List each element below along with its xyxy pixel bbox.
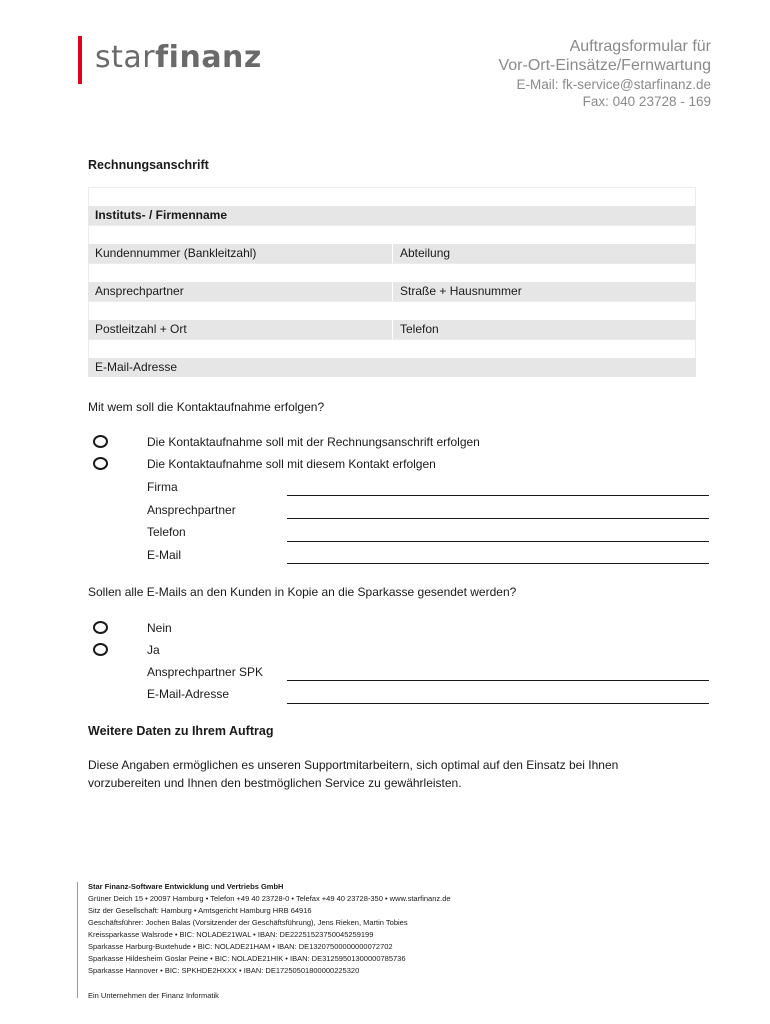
footer-registry: Sitz der Gesellschaft: Hamburg • Amtsgericht Hamburg HRB 64916 [88, 906, 312, 915]
contact-other-option-label: Die Kontaktaufnahme soll mit diesem Kontakt erfolgen [147, 457, 436, 471]
institute-input[interactable] [88, 187, 696, 206]
billing-heading: Rechnungsanschrift [88, 158, 209, 172]
phone-field-label: Telefon [147, 525, 186, 539]
institute-label: Instituts- / Firmenname [95, 208, 228, 222]
footer-management: Geschäftsführer: Jochen Balas (Vorsitzender der Geschäftsführung), Jens Rieken, Martin Tobies [88, 918, 408, 927]
email-label-row [88, 358, 696, 377]
contact-billing-radio[interactable] [93, 435, 108, 448]
customer-number-label: Kundennummer (Bankleitzahl) [88, 244, 393, 263]
contact-person-label-row [88, 282, 696, 301]
street-label: Straße + Hausnummer [400, 284, 522, 298]
order-text-line2: vorzubereiten und Ihnen den bestmöglichen Service zu gewährleisten. [88, 776, 462, 790]
footer-bank1: Kreissparkasse Walsrode • BIC: NOLADE21WAL • IBAN: DE22251523750045259199 [88, 930, 374, 939]
company-field-label: Firma [147, 480, 178, 494]
spk-email-field-line[interactable] [287, 703, 709, 704]
logo-suffix: finanz [155, 40, 262, 75]
footer-bank4: Sparkasse Hannover • BIC: SPKHDE2HXXX • IBAN: DE17250501800000225320 [88, 966, 360, 975]
header-fax: Fax: 040 23728 - 169 [582, 94, 711, 109]
contact-question: Mit wem soll die Kontaktaufnahme erfolgen? [88, 400, 325, 414]
footer-group: Ein Unternehmen der Finanz Informatik [88, 991, 219, 1000]
zip-city-input[interactable] [88, 301, 696, 320]
zip-city-label: Postleitzahl + Ort [88, 320, 393, 339]
zip-city-label-row [88, 320, 696, 339]
footer-company: Star Finanz-Software Entwicklung und Vertriebs GmbH [88, 882, 284, 891]
institute-label-row [88, 206, 696, 225]
order-text-line1: Diese Angaben ermöglichen es unseren Supportmitarbeitern, sich optimal auf den Einsatz bei Ihnen [88, 758, 619, 772]
company-logo [95, 40, 262, 75]
form-title-line1: Auftragsformular für [569, 38, 711, 55]
company-field-line[interactable] [287, 495, 709, 496]
footer-address: Grüner Deich 15 • 20097 Hamburg • Telefon +49 40 23728-0 • Telefax +49 40 23728-350 • www.starfinanz.de [88, 894, 451, 903]
department-label: Abteilung [400, 246, 451, 260]
phone-field-line[interactable] [287, 541, 709, 542]
copy-yes-label: Ja [147, 643, 160, 657]
logo-accent-bar [78, 36, 82, 84]
footer-bank2: Sparkasse Harburg-Buxtehude • BIC: NOLADE21HAM • IBAN: DE13207500000000072702 [88, 942, 393, 951]
contact-other-radio[interactable] [93, 457, 108, 470]
email-label: E-Mail-Adresse [95, 360, 178, 374]
copy-question: Sollen alle E-Mails an den Kunden in Kopie an die Sparkasse gesendet werden? [88, 585, 517, 599]
form-title-line2: Vor-Ort-Einsätze/Fernwartung [498, 57, 711, 74]
person-field-label: Ansprechpartner [147, 503, 236, 517]
footer-bank3: Sparkasse Hildesheim Goslar Peine • BIC: NOLADE21HIK • IBAN: DE31259501300000785736 [88, 954, 406, 963]
email-field-line[interactable] [287, 563, 709, 564]
person-field-line[interactable] [287, 518, 709, 519]
header-email: E-Mail: fk-service@starfinanz.de [516, 77, 711, 92]
footer-divider [77, 882, 78, 998]
billing-address-table [88, 187, 696, 377]
spk-email-field-label: E-Mail-Adresse [147, 687, 230, 701]
contact-person-label: Ansprechpartner [88, 282, 393, 301]
customer-number-label-row [88, 244, 696, 263]
spk-person-field-label: Ansprechpartner SPK [147, 665, 264, 679]
spk-person-field-line[interactable] [287, 680, 709, 681]
email-field-label: E-Mail [147, 548, 182, 562]
logo-prefix: star [95, 40, 156, 75]
phone-label: Telefon [400, 322, 439, 336]
copy-yes-radio[interactable] [93, 643, 108, 656]
order-heading: Weitere Daten zu Ihrem Auftrag [88, 724, 274, 738]
contact-person-input[interactable] [88, 263, 696, 282]
copy-no-label: Nein [147, 621, 172, 635]
copy-no-radio[interactable] [93, 621, 108, 634]
customer-number-input[interactable] [88, 225, 696, 244]
contact-billing-option-label: Die Kontaktaufnahme soll mit der Rechnungsanschrift erfolgen [147, 435, 480, 449]
email-input[interactable] [88, 339, 696, 358]
